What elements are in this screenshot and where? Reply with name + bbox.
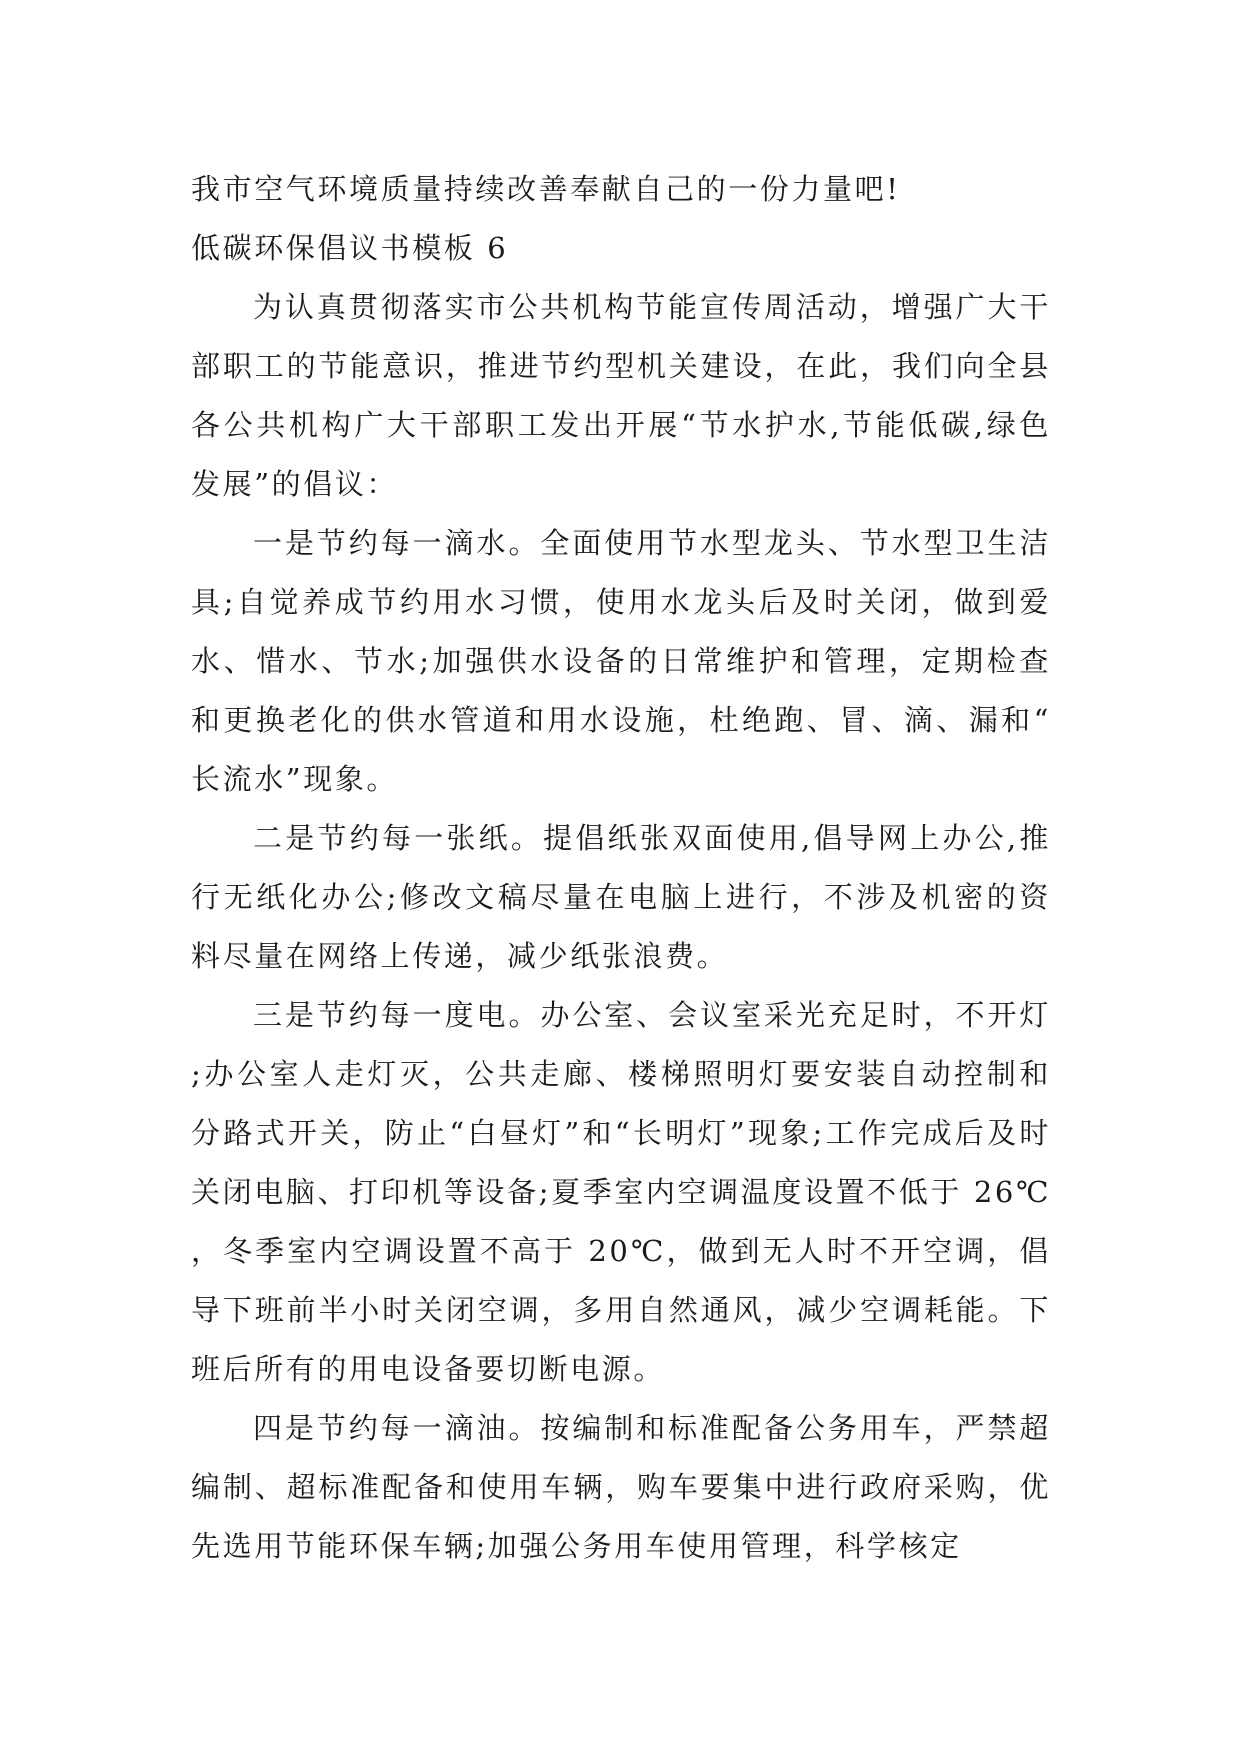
document-body bbox=[191, 160, 1051, 1576]
continuation-line: 我市空气环境质量持续改善奉献自己的一份力量吧! bbox=[191, 172, 901, 206]
paragraph-save-fuel: 四是节约每一滴油。按编制和标准配备公务用车，严禁超编制、超标准配备和使用车辆，购车要集中进行政府采购，优先选用节能环保车辆;加强公务用车使用管理，科学核定 bbox=[191, 1411, 1051, 1563]
paragraph-intro: 为认真贯彻落实市公共机构节能宣传周活动，增强广大干部职工的节能意识，推进节约型机关建设，在此，我们向全县各公共机构广大干部职工发出开展“节水护水,节能低碳,绿色发展”的倡议： bbox=[191, 290, 1051, 501]
paragraph-save-paper: 二是节约每一张纸。提倡纸张双面使用,倡导网上办公,推行无纸化办公;修改文稿尽量在电脑上进行，不涉及机密的资料尽量在网络上传递，减少纸张浪费。 bbox=[191, 821, 1051, 973]
paragraph-save-water: 一是节约每一滴水。全面使用节水型龙头、节水型卫生洁具;自觉养成节约用水习惯，使用水龙头后及时关闭，做到爱水、惜水、节水;加强供水设备的日常维护和管理，定期检查和更换老化的供水管道和用水设施，杜绝跑、冒、滴、漏和“长流水”现象。 bbox=[191, 526, 1051, 796]
section-title: 低碳环保倡议书模板 6 bbox=[191, 231, 509, 265]
paragraph-save-electricity: 三是节约每一度电。办公室、会议室采光充足时，不开灯;办公室人走灯灭，公共走廊、楼梯照明灯要安装自动控制和分路式开关，防止“白昼灯”和“长明灯”现象;工作完成后及时关闭电脑、打印机等设备;夏季室内空调温度设置不低于 26℃，冬季室内空调设置不高于 20℃，做到无人时不开空调，倡导下班前半小时关闭空调，多用自然通风，减少空调耗能。下班后所有的用电设备要切断电源。 bbox=[191, 998, 1051, 1386]
